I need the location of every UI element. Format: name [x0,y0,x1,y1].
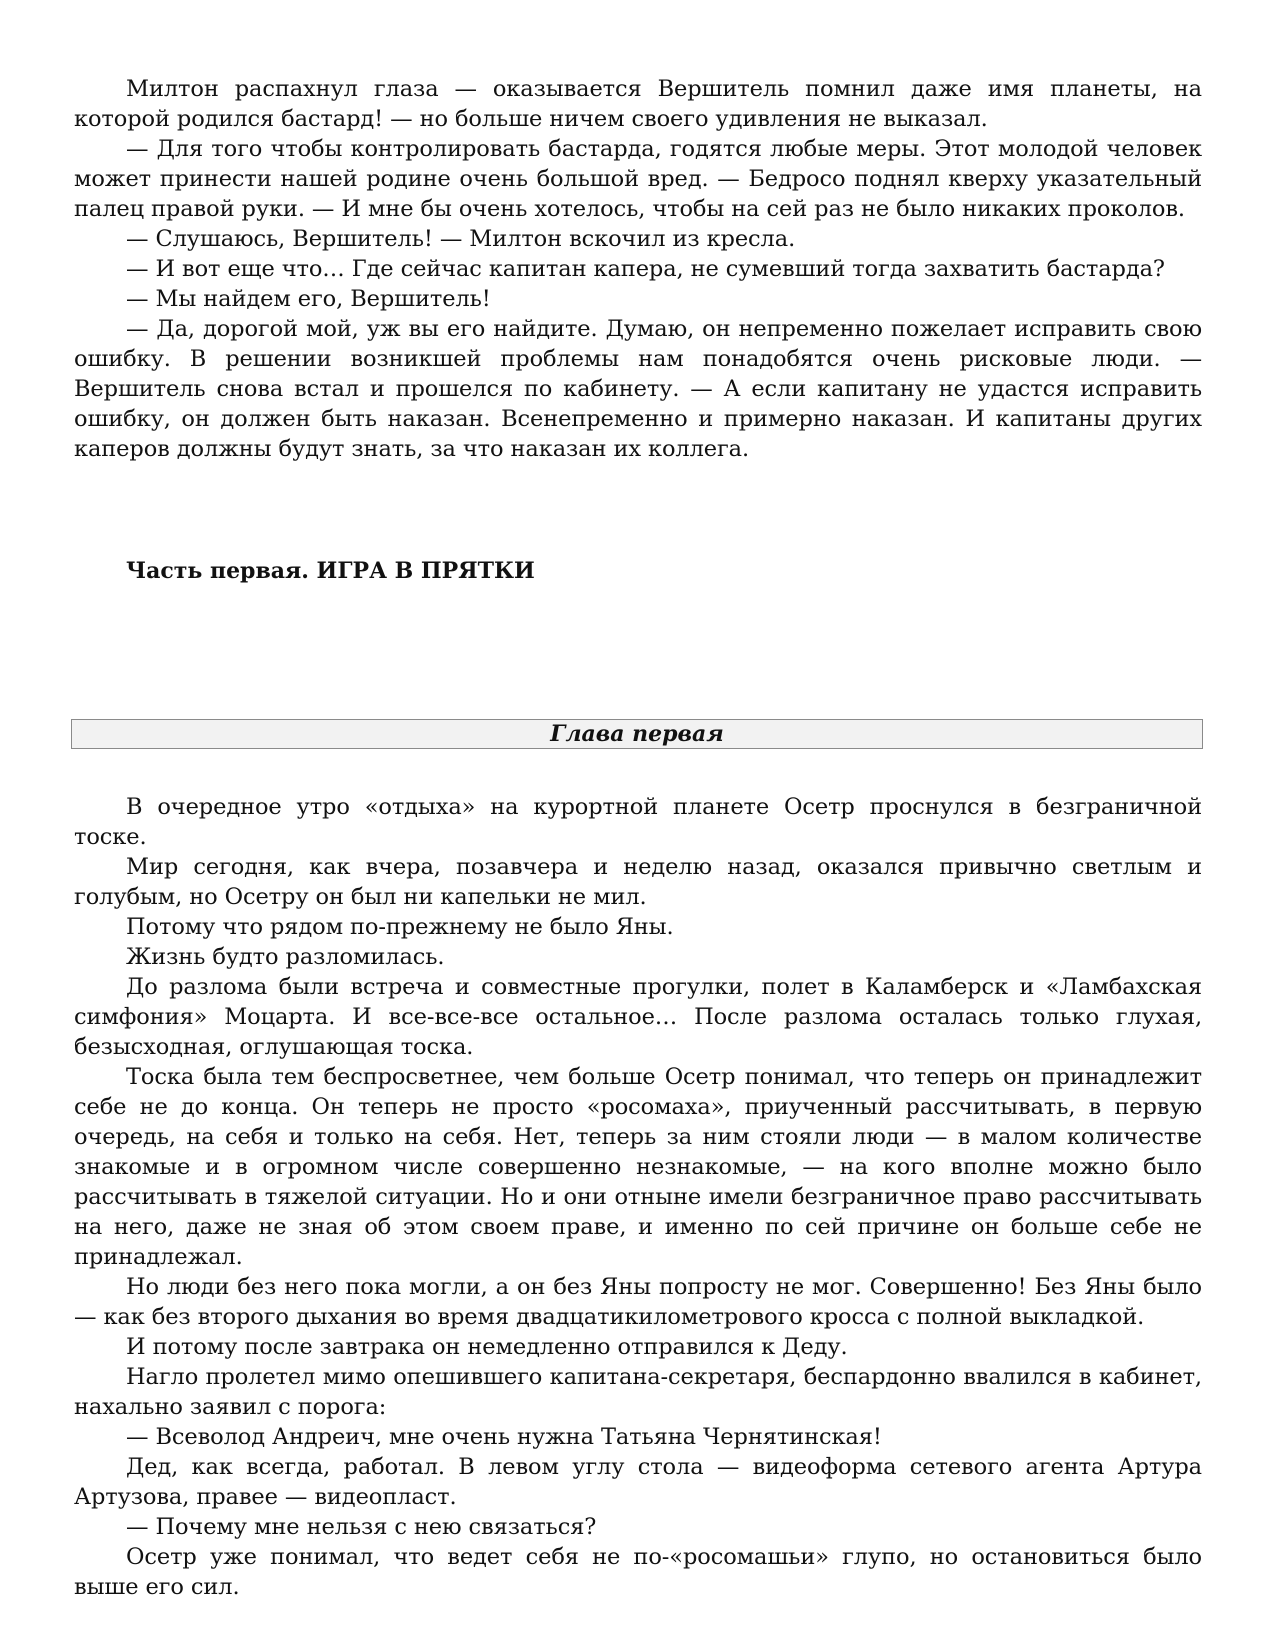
paragraph: — Для того чтобы контролировать бастарда, годятся любые меры. Этот молодой человек может принести нашей родине очень большой вред. — Бедросо поднял кверху указательный палец правой руки. — И мне бы очень хотелось, чтобы на сей раз не было никаких проколов. [74,136,1202,222]
paragraph: Нагло пролетел мимо опешившего капитана-секретаря, беспардонно ввалился в кабинет, нахально заявил с порога: [74,1364,1202,1420]
paragraph: Потому что рядом по-прежнему не было Яны. [126,914,674,940]
chapter-text-block [74,792,1202,1602]
paragraph: Дед, как всегда, работал. В левом углу стола — видеоформа сетевого агента Артура Артузова, правее — видеопласт. [74,1454,1202,1510]
part-title: Часть первая. ИГРА В ПРЯТКИ [126,558,535,584]
paragraph: Но люди без него пока могли, а он без Яны попросту не мог. Совершенно! Без Яны было — как без второго дыхания во время двадцатикилометрового кросса с полной выкладкой. [74,1274,1202,1330]
paragraph: В очередное утро «отдыха» на курортной планете Осетр проснулся в безграничной тоске. [74,794,1202,850]
paragraph: — Да, дорогой мой, уж вы его найдите. Думаю, он непременно пожелает исправить свою ошибку. В решении возникшей проблемы нам понадобятся очень рисковые люди. — Вершитель снова встал и прошелся по кабинету. — А если капитану не удастся исправить ошибку, он должен быть наказан. Всенепременно и примерно наказан. И капитаны других каперов должны будут знать, за что наказан их коллега. [74,316,1202,462]
paragraph: Мир сегодня, как вчера, позавчера и неделю назад, оказался привычно светлым и голубым, но Осетру он был ни капельки не мил. [74,854,1202,910]
paragraph: И потому после завтрака он немедленно отправился к Деду. [126,1334,848,1360]
paragraph: До разлома были встреча и совместные прогулки, полет в Каламберск и «Ламбахская симфония» Моцарта. И все-все-все остальное… После разлома осталась только глухая, безысходная, оглушающая тоска. [74,974,1202,1060]
epilogue-text-block [74,74,1202,464]
paragraph: — И вот еще что… Где сейчас капитан капера, не сумевший тогда захватить бастарда? [126,256,1165,282]
paragraph: Жизнь будто разломилась. [126,944,445,970]
paragraph: — Мы найдем его, Вершитель! [126,286,491,312]
chapter-heading-box [71,719,1203,749]
paragraph: Милтон распахнул глаза — оказывается Вершитель помнил даже имя планеты, на которой родился бастард! — но больше ничем своего удивления не выказал. [74,76,1202,132]
paragraph: — Слушаюсь, Вершитель! — Милтон вскочил из кресла. [126,226,796,252]
chapter-title: Глава первая [550,721,724,747]
paragraph: Тоска была тем беспросветнее, чем больше Осетр понимал, что теперь он принадлежит себе не до конца. Он теперь не просто «росомаха», приученный рассчитывать, в первую очередь, на себя и только на себя. Нет, теперь за ним стояли люди — в малом количестве знакомые и в огромном числе совершенно незнакомые, — на кого вполне можно было рассчитывать в тяжелой ситуации. Но и они отныне имели безграничное право рассчитывать на него, даже не зная об этом своем праве, и именно по сей причине он больше себе не принадлежал. [74,1064,1202,1270]
paragraph: — Всеволод Андреич, мне очень нужна Татьяна Чернятинская! [126,1424,882,1450]
paragraph: — Почему мне нельзя с нею связаться? [126,1514,597,1540]
paragraph: Осетр уже понимал, что ведет себя не по-«росомашьи» глупо, но остановиться было выше его сил. [74,1544,1202,1600]
